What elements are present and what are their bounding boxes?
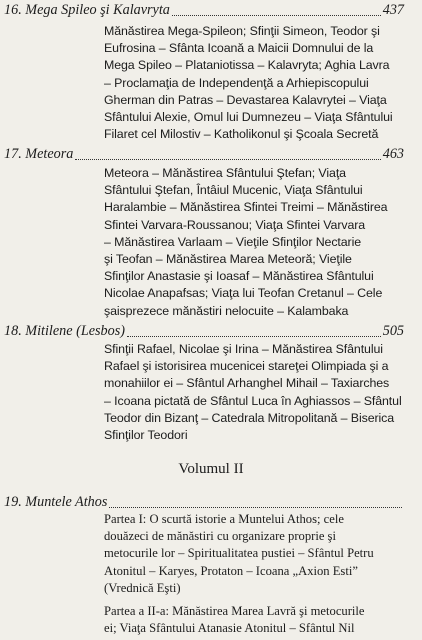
description-line: – Mănăstirea Varlaam – Vieţile Sfinţilor Nectarie	[104, 234, 362, 249]
description-line: (Vrednică Eşti)	[104, 580, 181, 595]
description-line: – Icoana pictată de Sfântul Luca în Aghiassos – Sfântul	[104, 393, 402, 408]
leader-dots	[172, 4, 381, 16]
toc-entry-16-heading	[0, 2, 404, 20]
toc-entry-19-heading	[0, 494, 404, 512]
description-line: Sfântului Ştefan, Întâiul Mucenic, Viaţa Sfântului	[104, 183, 363, 198]
athos-part-1	[104, 511, 404, 597]
description-line: douăzeci de mănăstiri cu organizare proprie şi	[104, 529, 336, 544]
entry-title: 16. Mega Spileo şi Kalavryta	[4, 2, 170, 18]
description-line: Partea I: O scurtă istorie a Muntelui Athos; cele	[104, 512, 344, 526]
entry-title: 18. Mitilene (Lesbos)	[4, 323, 125, 339]
description-line: Sfinţii Rafael, Nicolae şi Irina – Mănăstirea Sfântului	[104, 342, 383, 356]
description-line: Mănăstirea Mega-Spileon; Sfinţii Simeon, Teodor şi	[104, 24, 380, 38]
description-line: Haralambie – Mănăstirea Sfintei Treimi – Mănăstirea	[104, 200, 388, 215]
description-line: ei; Viaţa Sfântului Atanasie Atonitul – Sfântul Nil	[104, 621, 355, 636]
leader-dots	[109, 496, 402, 508]
toc-entry-18-description	[104, 341, 404, 444]
description-line: Filaret cel Milostiv – Katholikonul şi Şcoala Secretă	[104, 127, 379, 142]
description-line: Nicolae Anapafsas; Viaţa lui Teofan Cretanul – Cele	[104, 286, 383, 301]
volume-heading: Volumul II	[178, 461, 244, 477]
description-line: şi Teofan – Mănăstirea Marea Meteoră; Vieţile	[104, 252, 352, 267]
leader-dots	[75, 148, 380, 160]
entry-title: 17. Meteora	[4, 146, 74, 162]
description-line: Partea a II-a: Mănăstirea Marea Lavră şi metocurile	[104, 604, 365, 618]
description-line: Atonitul – Karyes, Protaton – Icoana „Axion Esti”	[104, 563, 358, 578]
description-line: Meteora – Mănăstirea Sfântului Ştefan; Viaţa	[104, 166, 346, 180]
description-line: Sfinţilor Anastasie şi Ioasaf – Mănăstirea Sfântului	[104, 269, 374, 284]
description-line: – Proclamaţia de Independenţă a Arhiepiscopului	[104, 75, 369, 90]
entry-page-number: 505	[382, 323, 404, 339]
toc-entry-16-description	[104, 23, 404, 143]
description-line: Sfinţilor Teodori	[104, 428, 188, 443]
description-line: Eufrosina – Sfânta Icoană a Maicii Domnului de la	[104, 41, 374, 56]
description-line: şaisprezece mănăstiri nelocuite – Kalambaka	[104, 303, 349, 318]
description-line: Mega Spileo – Plataniotissa – Kalavryta; Aghia Lavra	[104, 58, 390, 73]
toc-entry-18-heading	[0, 323, 404, 341]
toc-entry-17-description	[104, 165, 404, 320]
leader-dots	[127, 325, 381, 337]
entry-title: 19. Muntele Athos	[4, 494, 108, 510]
toc-entry-17-heading	[0, 146, 404, 164]
description-line: Gherman din Patras – Devastarea Kalavrytei – Viaţa	[104, 92, 387, 107]
description-line: Rafael şi istorisirea mucenicei stareţei Olimpiada şi a	[104, 359, 389, 374]
description-line: monahiilor ei – Sfântul Arhanghel Mihail – Taxiarches	[104, 376, 390, 391]
athos-part-2	[104, 603, 404, 637]
entry-page-number: 463	[382, 146, 404, 162]
description-line: Sfântului Alexie, Omul lui Dumnezeu – Viaţa Sfântului	[104, 110, 393, 125]
entry-page-number: 437	[382, 2, 404, 18]
description-line: Teodor din Bizanţ – Catedrala Mitropolitană – Biserica	[104, 410, 395, 425]
description-line: metocurile lor – Spiritualitatea pustiei – Sfântul Petru	[104, 546, 374, 561]
description-line: Sfintei Varvara-Roussanou; Viaţa Sfintei Varvara	[104, 217, 366, 232]
